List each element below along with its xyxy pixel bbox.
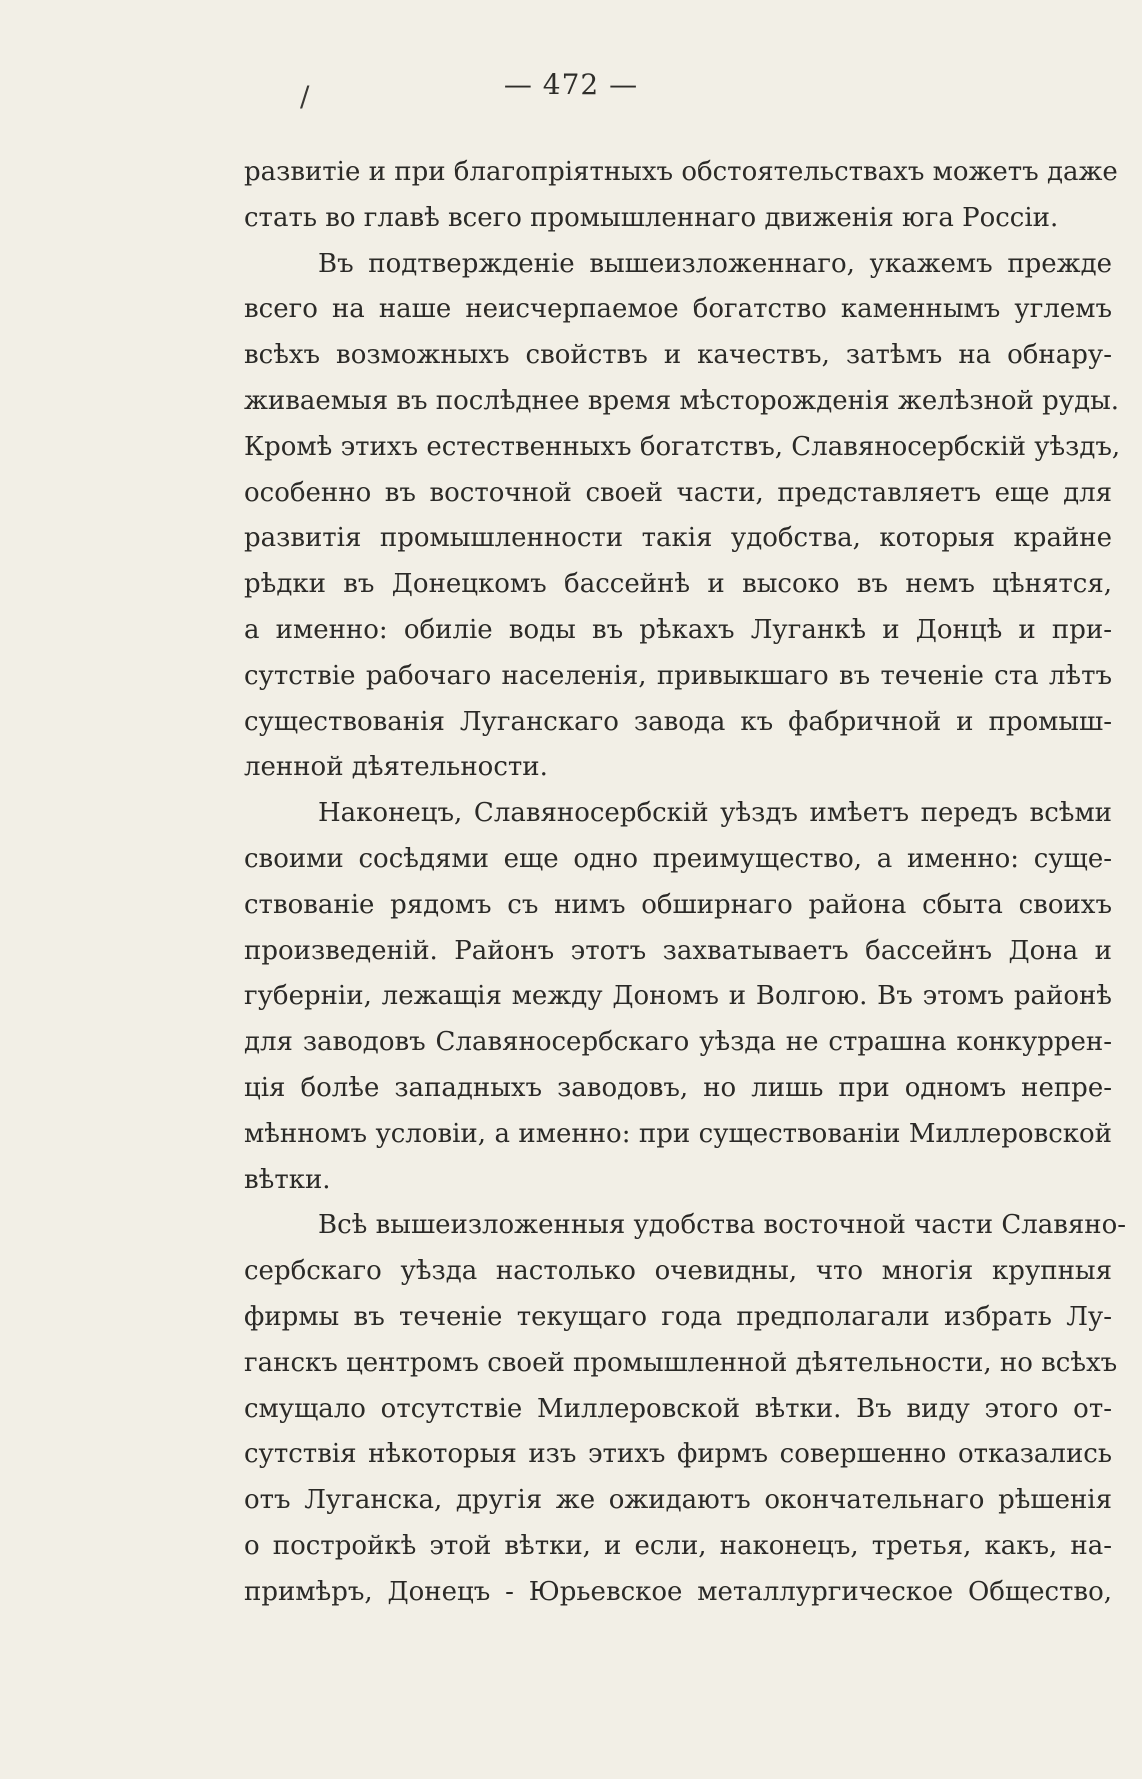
text-line: а именно: обиліе воды въ рѣкахъ Луганкѣ и Донцѣ и при-	[244, 614, 1112, 645]
text-line: Въ подтвержденіе вышеизложеннаго, укажемъ прежде	[318, 248, 1112, 279]
text-line: о постройкѣ этой вѣтки, и если, наконецъ, третья, какъ, на-	[244, 1530, 1112, 1561]
text-line: фирмы въ теченіе текущаго года предполагали избрать Лу-	[244, 1301, 1112, 1332]
paragraph-1	[244, 150, 1118, 242]
text-line: развитіе и при благопріятныхъ обстоятельствахъ можетъ даже	[244, 157, 1118, 187]
text-line: Наконецъ, Славяносербскій уѣздъ имѣетъ передъ всѣми	[318, 798, 1112, 829]
text-line: существованія Луганскаго завода къ фабричной и промыш-	[244, 706, 1112, 737]
text-line: для заводовъ Славяносербскаго уѣзда не страшна конкуррен-	[244, 1027, 1112, 1058]
text-line: ленной дѣятельности.	[244, 752, 548, 783]
text-line: особенно въ восточной своей части, представляетъ еще для	[244, 477, 1112, 508]
text-line: развитія промышленности такія удобства, которыя крайне	[244, 523, 1112, 554]
text-line: рѣдки въ Донецкомъ бассейнѣ и высоко въ немъ цѣнятся,	[244, 569, 1112, 600]
paragraph-3	[244, 791, 1112, 1203]
text-line: Всѣ вышеизложенныя удобства восточной части Славяно-	[318, 1210, 1127, 1241]
page-number: — 472 —	[503, 68, 639, 101]
text-line: мѣнномъ условіи, а именно: при существованіи Миллеровской	[244, 1118, 1112, 1149]
stray-pen-mark: /	[300, 80, 310, 113]
text-line: всего на наше неисчерпаемое богатство каменнымъ углемъ	[244, 294, 1112, 325]
text-line: сербскаго уѣзда настолько очевидны, что многія крупныя	[244, 1256, 1112, 1287]
text-line: сутствіе рабочаго населенія, привыкшаго въ теченіе ста лѣтъ	[244, 660, 1112, 691]
text-line: живаемыя въ послѣднее время мѣсторожденія желѣзной руды.	[244, 385, 1120, 416]
paragraph-4	[244, 1203, 1127, 1615]
text-line: ція болѣе западныхъ заводовъ, но лишь при одномъ непре-	[244, 1072, 1112, 1103]
text-line: своими сосѣдями еще одно преимущество, а именно: суще-	[244, 843, 1112, 874]
text-line: ганскъ центромъ своей промышленной дѣятельности, но всѣхъ	[244, 1347, 1118, 1378]
text-line: всѣхъ возможныхъ свойствъ и качествъ, затѣмъ на обнару-	[244, 340, 1112, 371]
body-text	[244, 150, 1127, 1616]
text-line: смущало отсутствіе Миллеровской вѣтки. Въ виду этого от-	[244, 1393, 1112, 1424]
text-line: отъ Луганска, другія же ожидаютъ окончательнаго рѣшенія	[244, 1485, 1112, 1516]
text-line: примѣръ, Донецъ - Юрьевское металлургическое Общество,	[244, 1576, 1112, 1607]
text-line: Кромѣ этихъ естественныхъ богатствъ, Славяносербскій уѣздъ,	[244, 431, 1121, 462]
text-line: произведеній. Районъ этотъ захватываетъ бассейнъ Дона и	[244, 935, 1112, 966]
paragraph-2	[244, 242, 1121, 792]
text-line: стать во главѣ всего промышленнаго движенія юга Россіи.	[244, 202, 1059, 233]
text-line: сутствія нѣкоторыя изъ этихъ фирмъ совершенно отказались	[244, 1439, 1112, 1470]
text-line: вѣтки.	[244, 1164, 331, 1195]
text-line: губерніи, лежащія между Дономъ и Волгою. Въ этомъ районѣ	[244, 981, 1112, 1012]
text-line: ствованіе рядомъ съ нимъ обширнаго района сбыта своихъ	[244, 889, 1112, 920]
